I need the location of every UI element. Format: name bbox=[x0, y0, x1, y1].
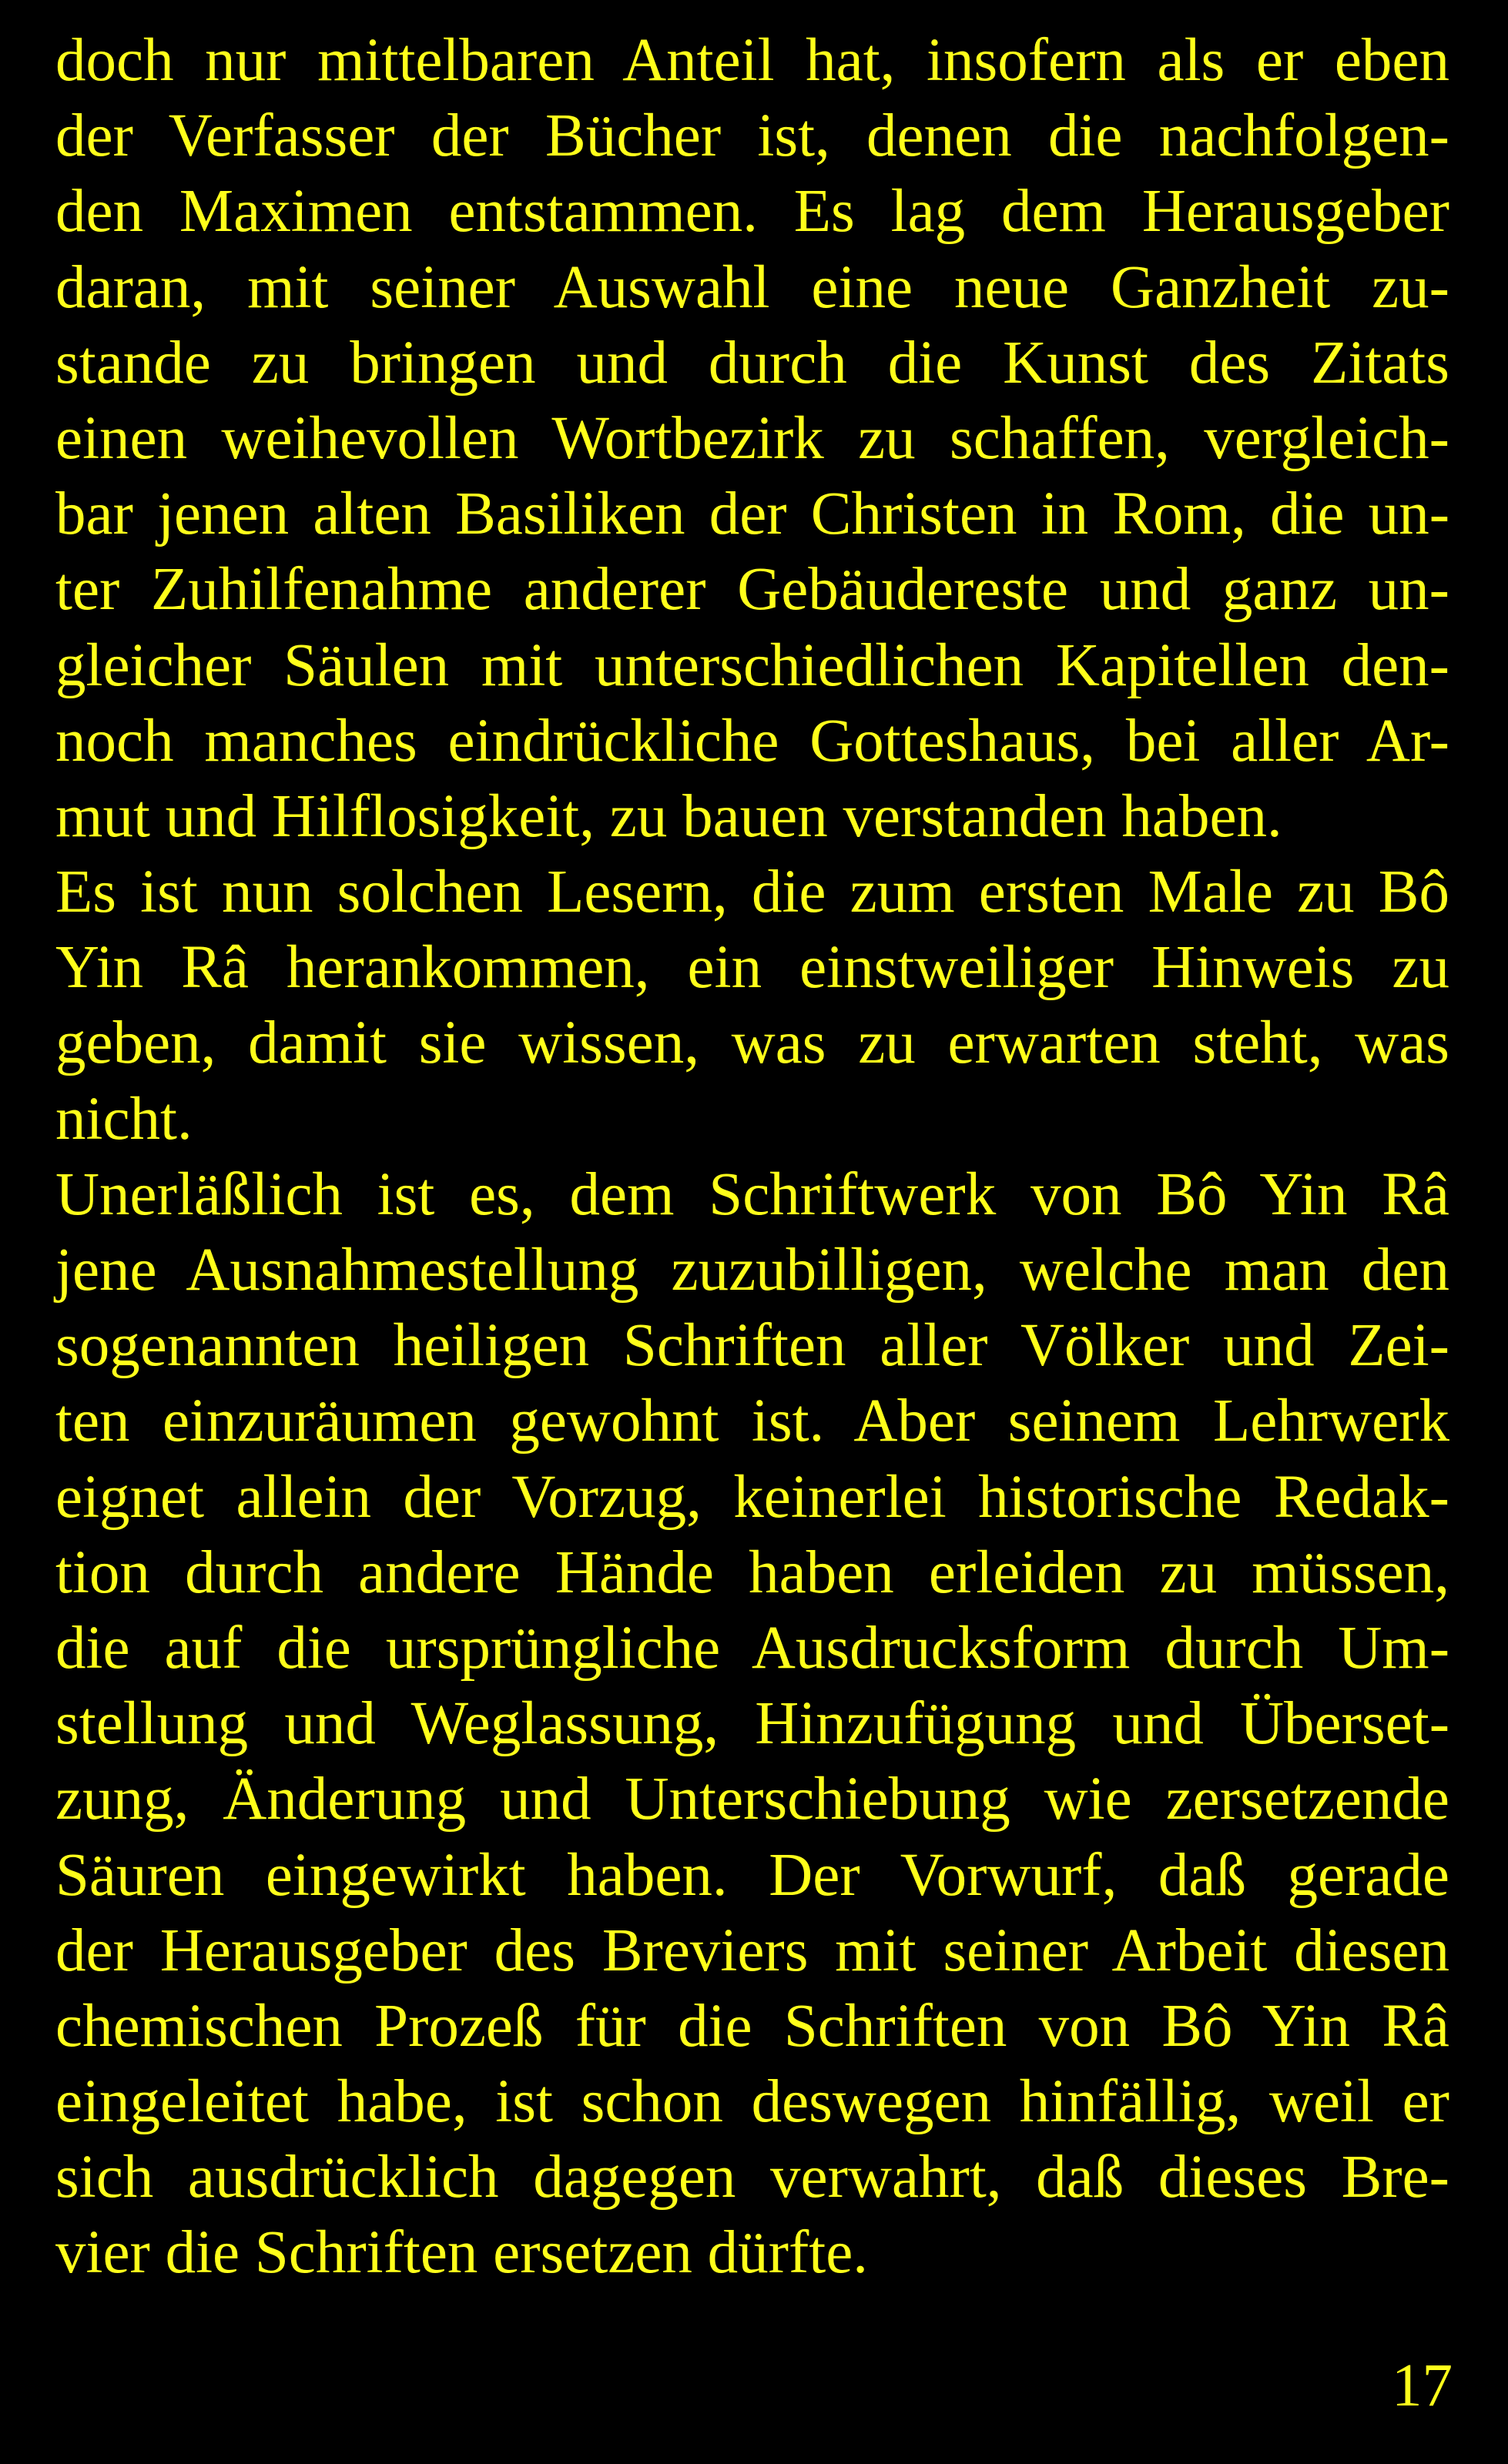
page-number: 17 bbox=[1392, 2352, 1453, 2419]
paragraph bbox=[55, 23, 1449, 855]
text-line: daran, mit seiner Auswahl eine neue Ganzheit zu- bbox=[55, 253, 1449, 321]
text-line: gleicher Säulen mit unterschiedlichen Kapitellen den- bbox=[55, 631, 1449, 699]
text-line: jene Ausnahmestellung zuzubilligen, welche man den bbox=[55, 1237, 1449, 1304]
text-line: Es ist nun solchen Lesern, die zum ersten Male zu Bô bbox=[55, 859, 1449, 926]
text-line: den Maximen entstammen. Es lag dem Herausgeber bbox=[55, 178, 1449, 246]
paragraph bbox=[55, 855, 1449, 1157]
body-text bbox=[55, 23, 1449, 2292]
text-line: chemischen Prozeß für die Schriften von Bô Yin Râ bbox=[55, 1992, 1449, 2060]
text-line: geben, damit sie wissen, was zu erwarten steht, was bbox=[55, 1009, 1449, 1077]
text-line: der Herausgeber des Breviers mit seiner Arbeit diesen bbox=[55, 1917, 1449, 1984]
text-line: einen weihevollen Wortbezirk zu schaffen, vergleich- bbox=[55, 404, 1449, 472]
text-line: stande zu bringen und durch die Kunst des Zitats bbox=[55, 329, 1449, 397]
text-line: sogenannten heiligen Schriften aller Völker und Zei- bbox=[55, 1312, 1449, 1380]
text-line: ter Zuhilfenahme anderer Gebäudereste und ganz un- bbox=[55, 556, 1449, 624]
text-line: nicht. bbox=[55, 1085, 193, 1153]
text-line: die auf die ursprüngliche Ausdrucksform durch Um- bbox=[55, 1614, 1449, 1682]
text-line: mut und Hilflosigkeit, zu bauen verstanden haben. bbox=[55, 782, 1282, 850]
text-line: noch manches eindrückliche Gotteshaus, bei aller Ar- bbox=[55, 707, 1449, 775]
text-line: sich ausdrücklich dagegen verwahrt, daß dieses Bre- bbox=[55, 2144, 1449, 2211]
text-line: eignet allein der Vorzug, keinerlei historische Redak- bbox=[55, 1463, 1449, 1531]
text-line: eingeleitet habe, ist schon deswegen hinfällig, weil er bbox=[55, 2068, 1449, 2136]
text-line: zung, Änderung und Unterschiebung wie zersetzende bbox=[55, 1766, 1449, 1833]
text-line: Yin Râ herankommen, ein einstweiliger Hinweis zu bbox=[55, 934, 1449, 1002]
text-line: der Verfasser der Bücher ist, denen die nachfolgen- bbox=[55, 102, 1449, 170]
text-line: stellung und Weglassung, Hinzufügung und Überset- bbox=[55, 1690, 1449, 1758]
text-line: Unerläßlich ist es, dem Schriftwerk von Bô Yin Râ bbox=[55, 1160, 1449, 1228]
text-line: bar jenen alten Basiliken der Christen in Rom, die un- bbox=[55, 480, 1449, 548]
text-line: tion durch andere Hände haben erleiden zu müssen, bbox=[55, 1538, 1449, 1606]
text-line: Säuren eingewirkt haben. Der Vorwurf, daß gerade bbox=[55, 1841, 1449, 1909]
text-line: vier die Schriften ersetzen dürfte. bbox=[55, 2219, 869, 2287]
text-line: ten einzuräumen gewohnt ist. Aber seinem Lehrwerk bbox=[55, 1388, 1449, 1455]
paragraph bbox=[55, 1157, 1449, 2292]
text-line: doch nur mittelbaren Anteil hat, insofern als er eben bbox=[55, 27, 1449, 94]
